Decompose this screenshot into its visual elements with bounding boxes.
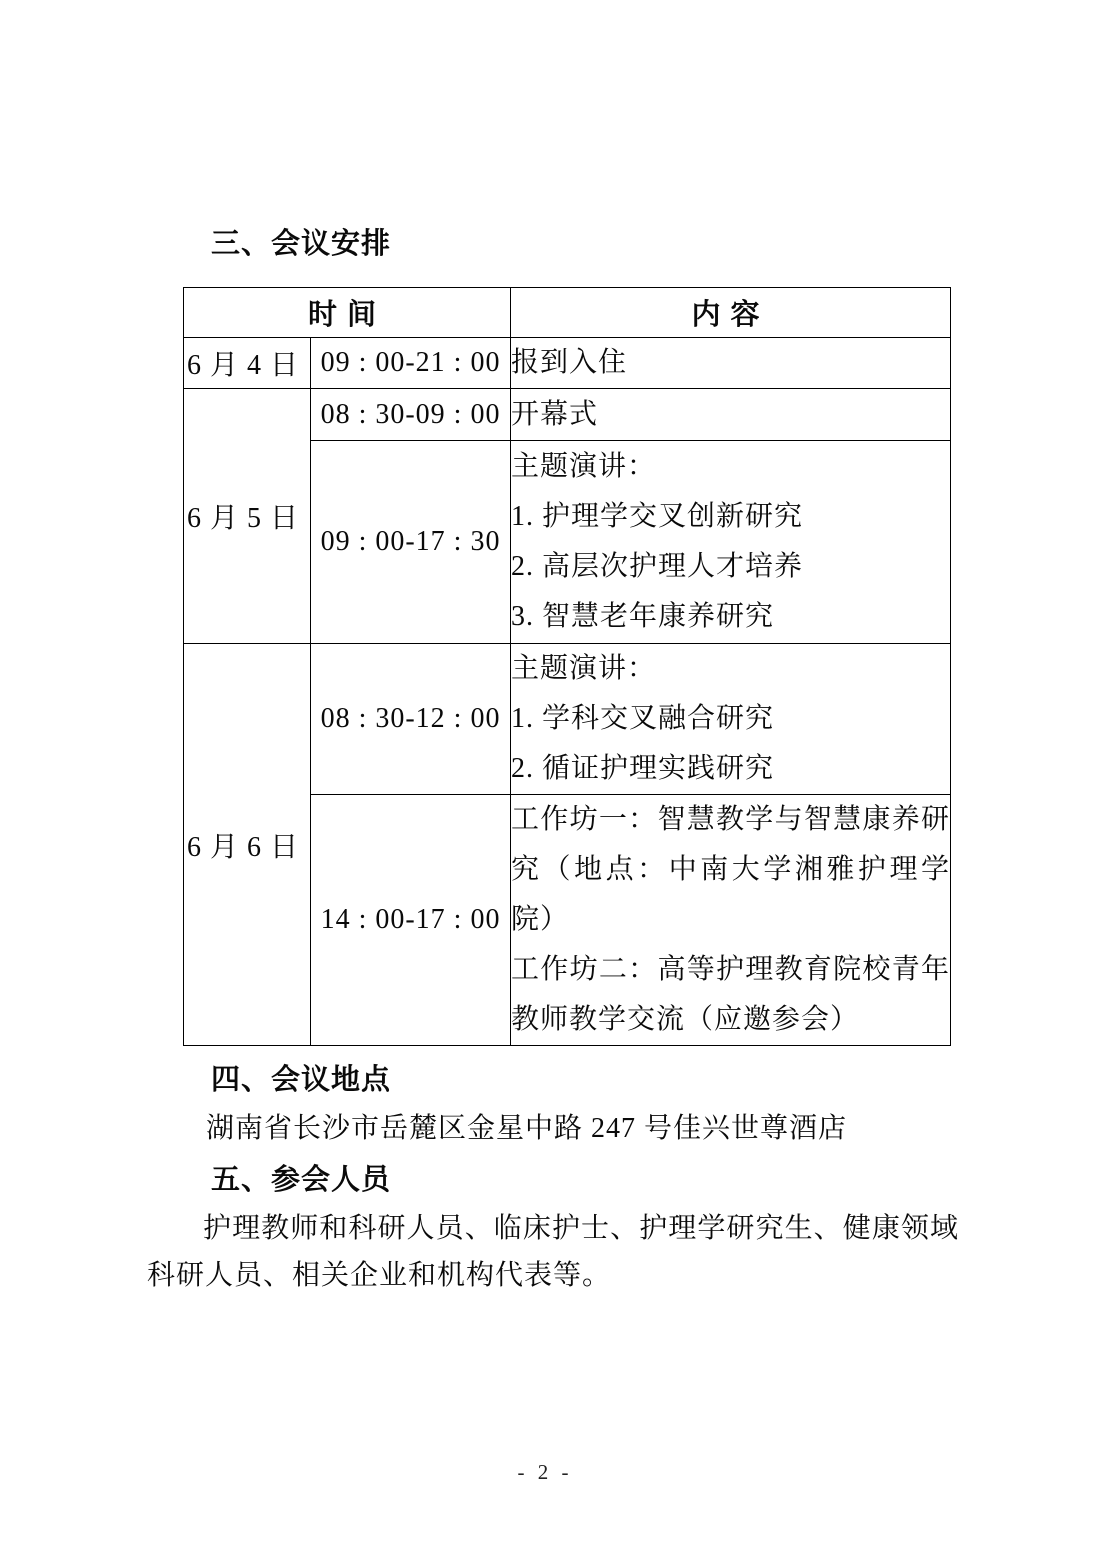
column-header-time: 时间 [184,288,511,338]
content-line: 工作坊二：高等护理教育院校青年教师教学交流（应邀参会） [511,954,951,1035]
table-row [184,644,951,795]
content-line: 2. 高层次护理人才培养 [511,551,804,582]
time-cell: 09 : 00-17 : 30 [311,441,511,644]
content-line: 1. 学科交叉融合研究 [511,703,775,734]
table-row [184,389,951,441]
content-line: 开幕式 [511,398,599,430]
date-cell-june6: 6月6日 [184,644,311,1046]
content-line: 报到入住 [511,347,628,378]
content-cell [511,338,951,389]
content-line: 主题演讲： [511,451,657,482]
participants-paragraph: 护理教师和科研人员、临床护士、护理学研究生、健康领域科研人员、相关企业和机构代表等。 [147,1213,959,1291]
content-line: 3. 智慧老年康养研究 [511,601,775,632]
table-header-row [184,288,951,338]
content-cell [511,644,951,795]
content-line: 主题演讲： [511,653,657,684]
venue-address-text: 湖南省长沙市岳麓区金星中路 247 号佳兴世尊酒店 [206,1113,848,1144]
schedule-table [183,287,951,1046]
content-cell [511,389,951,441]
table-row [184,338,951,389]
date-cell-june4: 6月4日 [184,338,311,389]
section-heading-schedule: 三、会议安排 [211,228,392,260]
time-cell: 09 : 00-21 : 00 [311,338,511,389]
content-line: 工作坊一：智慧教学与智慧康养研究（地点：中南大学湘雅护理学院） [511,804,951,935]
page-number: - 2 - [517,1460,573,1484]
section-heading-venue: 四、会议地点 [211,1064,392,1096]
time-cell: 14 : 00-17 : 00 [311,795,511,1046]
time-cell: 08 : 30-12 : 00 [311,644,511,795]
column-header-content: 内容 [511,288,951,338]
date-cell-june5: 6月5日 [184,389,311,644]
time-cell: 08 : 30-09 : 00 [311,389,511,441]
section-heading-participants: 五、参会人员 [211,1164,392,1196]
content-line: 1. 护理学交叉创新研究 [511,501,804,532]
content-cell [511,795,951,1046]
content-cell [511,441,951,644]
content-line: 2. 循证护理实践研究 [511,753,775,784]
